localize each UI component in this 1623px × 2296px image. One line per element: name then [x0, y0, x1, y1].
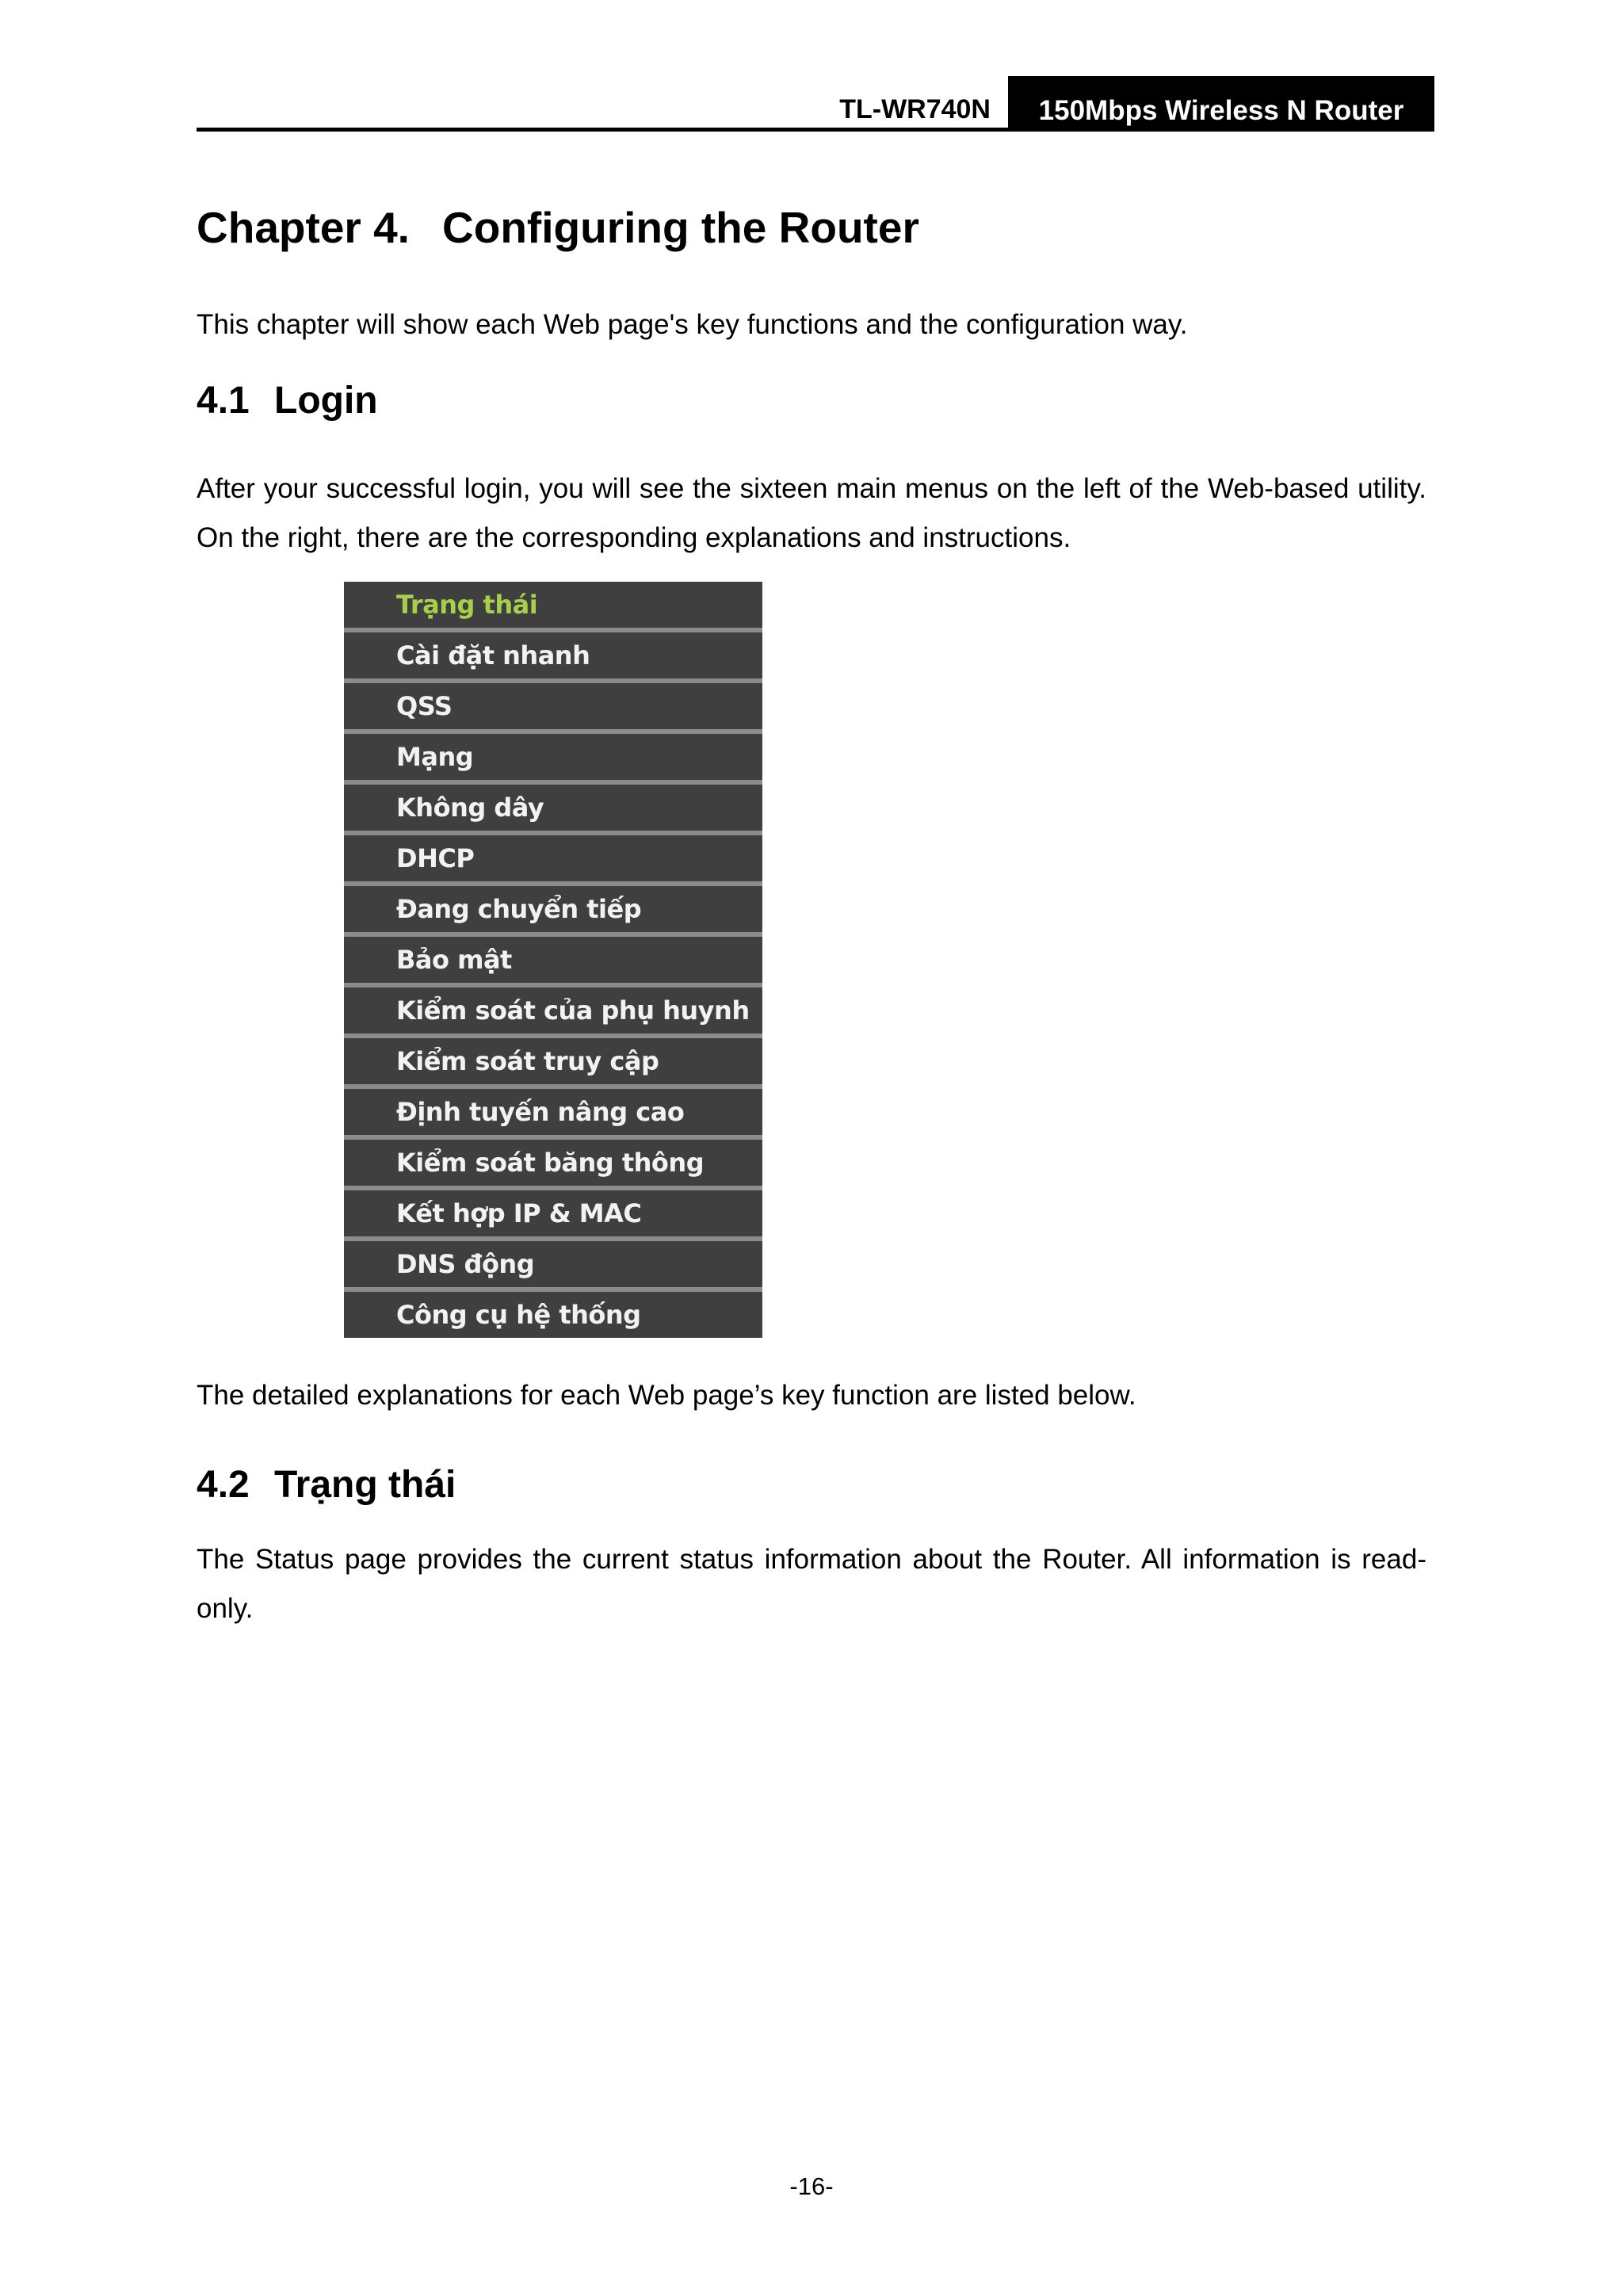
page-header	[197, 76, 1434, 132]
login-paragraph: After your successful login, you will see the sixteen main menus on the left of the Web-based utility. On the right, there are the corresponding explanations and instructions.	[197, 473, 1426, 553]
section-title: Login	[274, 380, 378, 422]
menu-item: Công cụ hệ thống	[344, 1292, 762, 1338]
section-title: Trạng thái	[274, 1464, 456, 1506]
section-heading-status	[197, 1462, 456, 1508]
menu-item: Trạng thái	[344, 582, 762, 628]
status-paragraph: The Status page provides the current status information about the Router. All information is read-only.	[197, 1544, 1426, 1624]
menu-item: Không dây	[344, 785, 762, 831]
chapter-intro: This chapter will show each Web page's key functions and the configuration way.	[197, 309, 1188, 340]
menu-item: DNS động	[344, 1241, 762, 1287]
menu-item: Cài đặt nhanh	[344, 632, 762, 678]
menu-item: Bảo mật	[344, 937, 762, 983]
menu-item: DHCP	[344, 835, 762, 881]
menu-item: Mạng	[344, 734, 762, 780]
header-model-name: TL-WR740N	[839, 94, 991, 124]
menu-item: Kiểm soát băng thông	[344, 1140, 762, 1186]
section-number: 4.2	[197, 1464, 250, 1506]
menu-item: Đang chuyển tiếp	[344, 886, 762, 932]
menu-item: Kiểm soát của phụ huynh	[344, 988, 762, 1033]
chapter-number: Chapter 4.	[197, 203, 410, 252]
chapter-title	[197, 201, 919, 254]
menu-item: Định tuyến nâng cao	[344, 1089, 762, 1135]
section-heading-login	[197, 378, 378, 424]
header-product-name: 150Mbps Wireless N Router	[1008, 76, 1434, 132]
header-rule	[197, 128, 1434, 132]
menu-item: Kết hợp IP & MAC	[344, 1190, 762, 1236]
after-menu-paragraph: The detailed explanations for each Web page’s key function are listed below.	[197, 1380, 1136, 1411]
page-number: -16-	[789, 2172, 834, 2200]
menu-item: QSS	[344, 683, 762, 729]
chapter-title-text: Configuring the Router	[442, 203, 919, 252]
section-number: 4.1	[197, 380, 250, 422]
menu-item: Kiểm soát truy cập	[344, 1038, 762, 1084]
main-menu-screenshot	[344, 582, 762, 1338]
